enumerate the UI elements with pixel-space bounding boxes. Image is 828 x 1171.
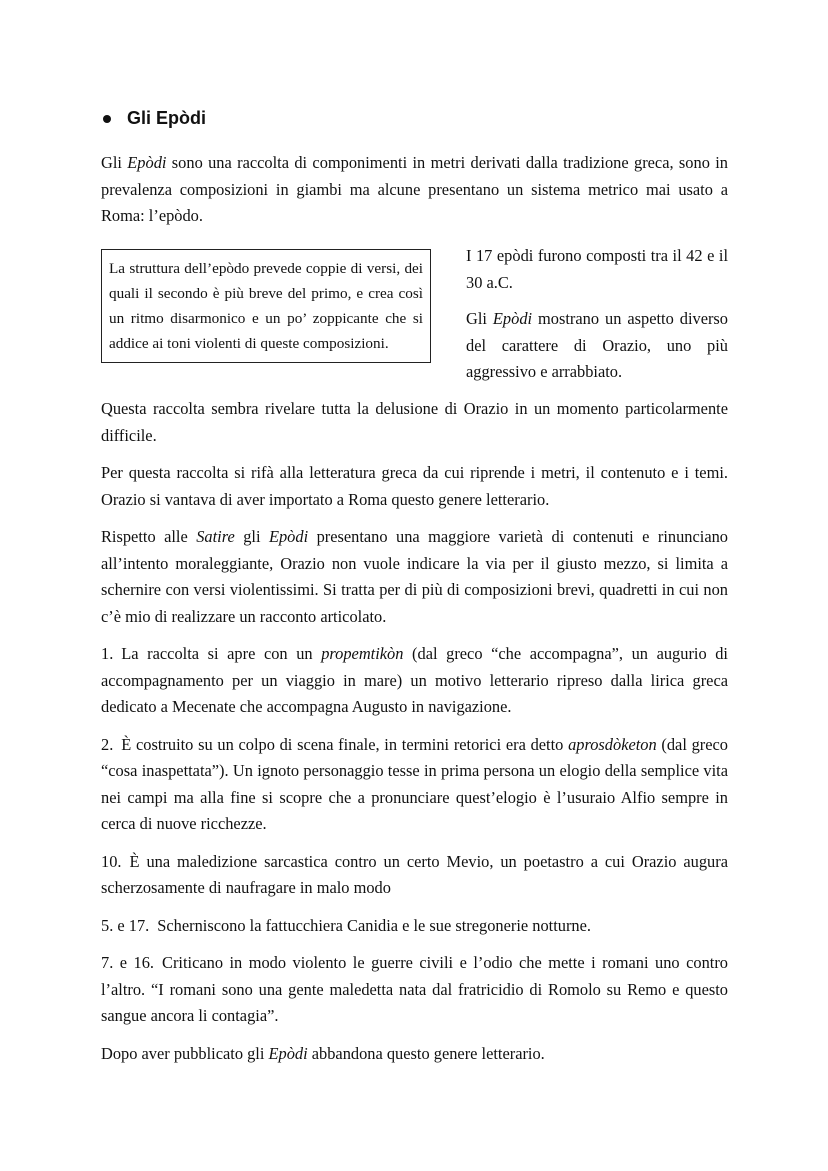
- text-run: gli: [234, 527, 269, 546]
- heading-text: Gli Epòdi: [127, 108, 206, 128]
- list-item: [101, 950, 728, 1030]
- text-run: Criticano in modo violento le guerre civili e l’odio che mette i romani uno contro l’altro. “I romani sono una gente maledetta nata dal fratricidio di Romolo su Remo e questo sangue ancora li contagia”.: [101, 953, 728, 1025]
- item-number: 1.: [101, 644, 114, 663]
- list-item: [101, 732, 728, 838]
- text-run: È costruito su un colpo di scena finale, in termini retorici era detto: [121, 734, 569, 754]
- italic-run: propemtikòn: [321, 644, 404, 663]
- intro-text-2: sono una raccolta di componimenti in metri derivati dalla tradizione greca, sono in prevalenza composizioni in giambi ma alcune presentano un sistema metrico mai usato a Roma: l’epòdo.: [101, 153, 728, 225]
- intro-text: Gli: [101, 153, 128, 172]
- box-text: La struttura dell’epòdo prevede coppie di versi, dei quali il secondo è più breve del primo, e crea così un ritmo disarmonico e un po’ zoppicante che si addice ai toni violenti di queste composizioni.: [109, 260, 423, 352]
- item-number: 5. e 17.: [101, 915, 150, 935]
- text-run: (dal greco “cosa inaspettata”). Un ignoto personaggio tesse in prima persona un elogio della semplice vita nei campi ma alla fine si scopre che a pronunciare quest’elogio è l’usuraio Alfio sempre in cerca di nuove ricchezze.: [101, 734, 728, 833]
- item-number: 10.: [101, 851, 122, 871]
- italic-run: Epòdi: [268, 527, 309, 546]
- text-run: abbandona questo genere letterario.: [307, 1043, 545, 1063]
- paragraph-letteratura-greca: Per questa raccolta si rifà alla letteratura greca da cui riprende i metri, il contenuto e i temi. Orazio si vantava di aver importato a Roma questo genere letterario.: [101, 463, 728, 509]
- text-run: Scherniscono la fattucchiera Canidia e le sue stregonerie notturne.: [157, 915, 591, 935]
- paragraph-rispetto-satire: [101, 524, 728, 630]
- text-run: La raccolta si apre con un: [121, 644, 322, 663]
- list-item: [101, 641, 728, 721]
- list-item: [101, 849, 728, 902]
- section-heading: [101, 108, 206, 129]
- text-run: Dopo aver pubblicato gli: [101, 1043, 269, 1063]
- intro-italic: Epòdi: [127, 153, 167, 172]
- side-italic: Epòdi: [492, 309, 533, 328]
- text-run: presentano una maggiore varietà di contenuti e rinunciano all’intento moraleggiante, Orazio non vuole indicare la via per il giusto mezzo, si limita a schernire con versi violentissimi. Si tratta per di più di composizioni brevi, quadretti in cui non c’è mio di realizzare un racconto articolato.: [101, 527, 728, 626]
- item-number: 7. e 16.: [101, 953, 155, 972]
- side-text: Gli: [466, 309, 493, 328]
- item-number: 2.: [101, 734, 114, 754]
- body-text: [101, 396, 728, 1078]
- italic-run: aprosdòketon: [568, 734, 657, 754]
- paragraph-delusione: Questa raccolta sembra rivelare tutta la delusione di Orazio in un momento particolarmente difficile.: [101, 399, 728, 445]
- italic-run: Epòdi: [268, 1043, 308, 1063]
- text-run: (dal greco “che accompagna”, un augurio di accompagnamento per un viaggio in mare) un motivo letterario ripreso dalla lirica greca dedicato a Mecenate che accompagna Augusto in navigazione.: [101, 644, 728, 716]
- side-paragraph-character: [466, 306, 728, 386]
- side-paragraph-dates: I 17 epòdi furono composti tra il 42 e il 30 a.C.: [466, 246, 728, 292]
- epodo-definition-box: [101, 249, 431, 363]
- text-run: Rispetto alle: [101, 527, 197, 546]
- intro-paragraph: [101, 150, 728, 230]
- side-column: [466, 243, 728, 386]
- bullet-icon: [103, 115, 111, 123]
- list-item: [101, 913, 728, 940]
- two-column-block: [101, 243, 728, 383]
- side-text-2: mostrano un aspetto diverso del carattere di Orazio, uno più aggressivo e arrabbiato.: [466, 309, 729, 381]
- italic-run: Satire: [196, 527, 235, 546]
- text-run: È una maledizione sarcastica contro un certo Mevio, un poetastro a cui Orazio augura scherzosamente di naufragare in malo modo: [101, 851, 728, 897]
- closing-paragraph: [101, 1041, 728, 1068]
